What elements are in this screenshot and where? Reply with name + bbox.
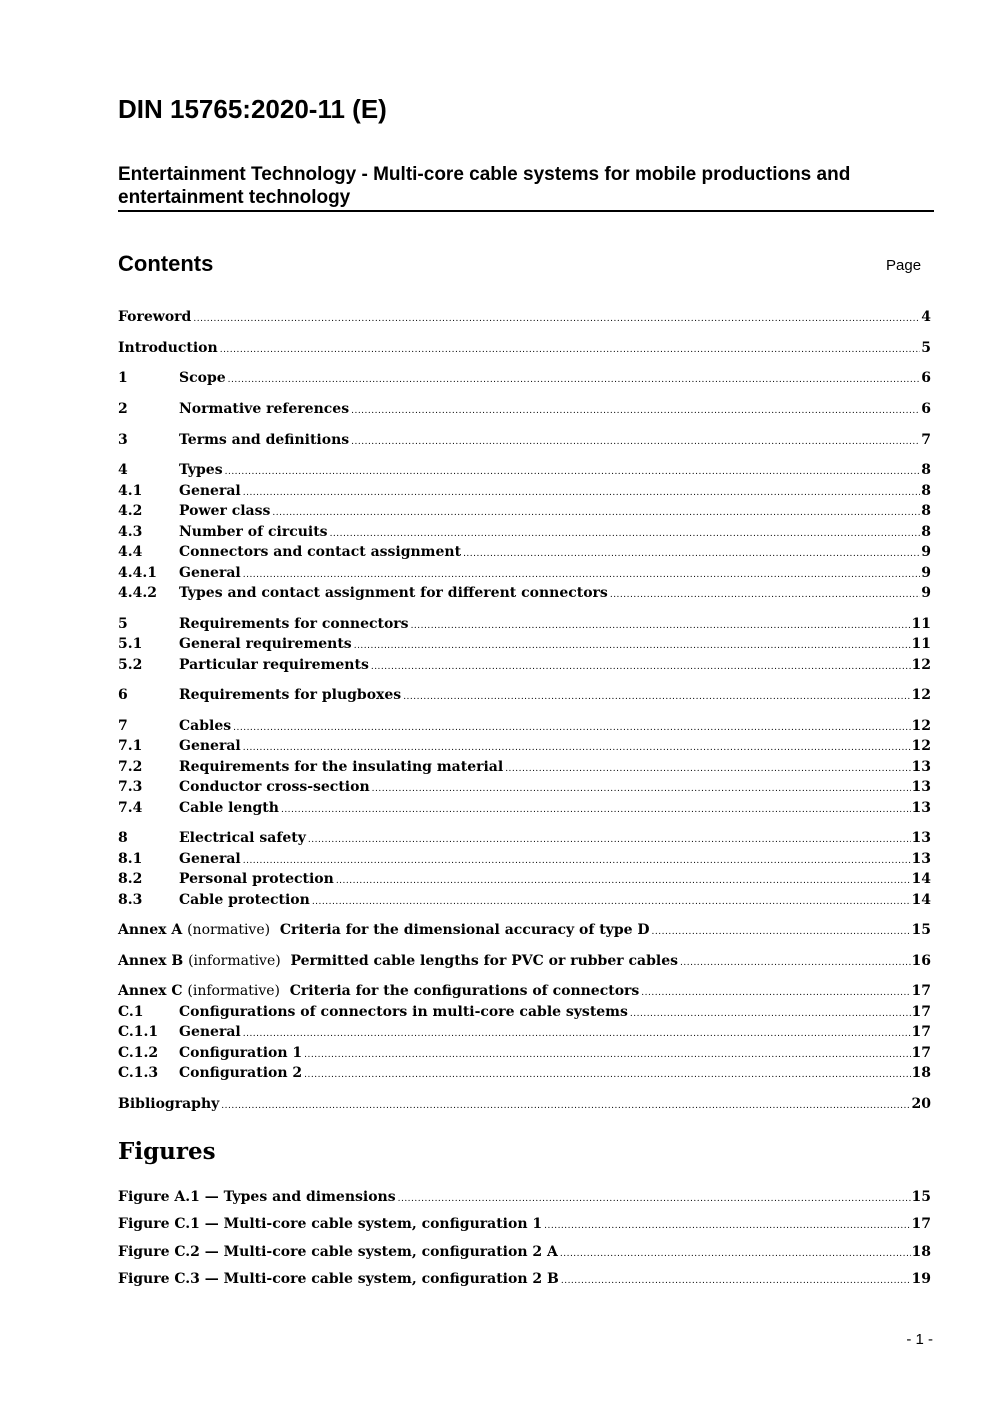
- toc-entry-annex-prefix: Annex C: [118, 983, 188, 999]
- toc-entry-label: Power class: [179, 503, 271, 519]
- toc-entry-number: C.1.2: [118, 1045, 159, 1061]
- toc-entry-page: 13: [911, 800, 931, 816]
- toc-entry-annex-c[interactable]: [118, 981, 931, 1001]
- toc-entry-connectors-and-contact-assignment[interactable]: [118, 542, 931, 562]
- toc-entry-label: Particular requirements: [179, 657, 369, 673]
- toc-entry-annex-type: (normative): [187, 922, 271, 938]
- toc-entry-page: 17: [911, 983, 931, 999]
- toc-entry-cables[interactable]: [118, 716, 931, 736]
- toc-entry-page: 8: [921, 524, 931, 540]
- toc-entry-number: 4.3: [118, 524, 143, 540]
- toc-entry-label: Scope: [179, 370, 226, 386]
- toc-entry-page: 11: [911, 616, 931, 632]
- toc-entry-label: Bibliography: [118, 1096, 220, 1112]
- toc-entry-page: 13: [911, 779, 931, 795]
- toc-entry-types[interactable]: [118, 460, 931, 480]
- toc-entry-label: Types: [179, 462, 223, 478]
- toc-entry-annex-prefix: Annex B: [118, 953, 189, 969]
- toc-leader-dots: [312, 892, 911, 912]
- toc-entry-number: C.1.1: [118, 1024, 159, 1040]
- toc-entry-number: 4.4: [118, 544, 143, 560]
- toc-entry-page: 14: [911, 892, 931, 908]
- toc-entry-page: 8: [921, 503, 931, 519]
- toc-entry-label: Criteria for the configurations of connectors: [280, 983, 640, 999]
- toc-leader-dots: [354, 636, 911, 656]
- figure-entry-c-1[interactable]: [118, 1214, 931, 1234]
- toc-entry-page: 17: [911, 1024, 931, 1040]
- toc-entry-number: 4: [118, 462, 128, 478]
- toc-entry-label: Electrical safety: [179, 830, 306, 846]
- figure-entry-label: Figure C.2 — Multi-core cable system, configuration 2 A: [118, 1244, 558, 1260]
- toc-entry-number: 5.1: [118, 636, 143, 652]
- toc-leader-dots: [243, 565, 921, 585]
- toc-entry-number-of-circuits[interactable]: [118, 522, 931, 542]
- figure-entry-label: Figure C.3 — Multi-core cable system, configuration 2 B: [118, 1271, 559, 1287]
- toc-entry-electrical-safety[interactable]: [118, 828, 931, 848]
- toc-leader-dots: [243, 1024, 911, 1044]
- toc-entry-annex-prefix: Annex A: [118, 922, 188, 938]
- toc-entry-general-requirements[interactable]: [118, 634, 931, 654]
- toc-entry-c-1-1[interactable]: [118, 1022, 931, 1042]
- toc-leader-dots: [308, 830, 911, 850]
- toc-entry-annex-b[interactable]: [118, 951, 931, 971]
- title-rule: [118, 210, 934, 212]
- toc-entry-number: 8.3: [118, 892, 143, 908]
- toc-entry-page: 18: [911, 1065, 931, 1081]
- toc-entry-page: 15: [911, 922, 931, 938]
- toc-entry-foreword[interactable]: [118, 307, 931, 327]
- toc-entry-number: 6: [118, 687, 128, 703]
- toc-entry-number: 7.4: [118, 800, 143, 816]
- toc-entry-label: General: [179, 565, 241, 581]
- toc-leader-dots: [336, 871, 911, 891]
- toc-entry-annex-type: (informative): [187, 983, 281, 999]
- figure-entry-page: 19: [911, 1271, 931, 1287]
- toc-leader-dots: [561, 1271, 911, 1291]
- toc-leader-dots: [304, 1065, 910, 1085]
- toc-leader-dots: [505, 759, 910, 779]
- toc-entry-8-1-general[interactable]: [118, 849, 931, 869]
- toc-entry-label: Cable length: [179, 800, 279, 816]
- toc-entry-annex-a[interactable]: [118, 920, 931, 940]
- toc-leader-dots: [372, 779, 911, 799]
- toc-entry-label: Cables: [179, 718, 232, 734]
- figure-entry-a-1[interactable]: [118, 1187, 931, 1207]
- figures-heading: Figures: [118, 1138, 216, 1165]
- toc-leader-dots: [281, 800, 911, 820]
- toc-entry-label: Configuration 1: [179, 1045, 303, 1061]
- toc-entry-insulating-material[interactable]: [118, 757, 931, 777]
- toc-leader-dots: [652, 922, 911, 942]
- figure-entry-page: 15: [911, 1189, 931, 1205]
- toc-entry-number: 8: [118, 830, 128, 846]
- toc-leader-dots: [398, 1189, 911, 1209]
- toc-entry-label: Number of circuits: [179, 524, 328, 540]
- toc-leader-dots: [610, 585, 920, 605]
- toc-entry-c-1-2[interactable]: [118, 1043, 931, 1063]
- toc-entry-7-1-general[interactable]: [118, 736, 931, 756]
- page-column-label: Page: [886, 257, 922, 274]
- toc-entry-scope[interactable]: [118, 368, 931, 388]
- toc-entry-terms-and-definitions[interactable]: [118, 430, 931, 450]
- toc-leader-dots: [330, 524, 921, 544]
- toc-leader-dots: [641, 983, 910, 1003]
- toc-entry-number: 4.2: [118, 503, 143, 519]
- toc-entry-label: Configuration 2: [179, 1065, 303, 1081]
- toc-leader-dots: [371, 657, 911, 677]
- toc-entry-page: 12: [911, 687, 931, 703]
- toc-leader-dots: [304, 1045, 910, 1065]
- toc-entry-number: 8.1: [118, 851, 143, 867]
- toc-entry-bibliography[interactable]: [118, 1094, 931, 1114]
- toc-entry-number: C.1.3: [118, 1065, 159, 1081]
- toc-entry-number: C.1: [118, 1004, 144, 1020]
- toc-entry-number: 4.1: [118, 483, 143, 499]
- toc-entry-number: 7.1: [118, 738, 143, 754]
- toc-leader-dots: [272, 503, 920, 523]
- toc-leader-dots: [220, 340, 921, 360]
- toc-entry-label: Normative references: [179, 401, 350, 417]
- toc-entry-page: 8: [921, 483, 931, 499]
- toc-entry-4-1-general[interactable]: [118, 481, 931, 501]
- toc-entry-number: 7: [118, 718, 128, 734]
- toc-entry-label: General: [179, 483, 241, 499]
- toc-entry-label: General requirements: [179, 636, 352, 652]
- toc-entry-requirements-for-plugboxes[interactable]: [118, 685, 931, 705]
- figure-entry-c-2[interactable]: [118, 1242, 931, 1262]
- toc-entry-number: 5.2: [118, 657, 143, 673]
- toc-entry-page: 12: [911, 657, 931, 673]
- toc-entry-normative-references[interactable]: [118, 399, 931, 419]
- toc-entry-page: 16: [911, 953, 931, 969]
- toc-entry-label: Configurations of connectors in multi-core cable systems: [179, 1004, 628, 1020]
- toc-entry-number: 3: [118, 432, 128, 448]
- toc-leader-dots: [225, 462, 921, 482]
- toc-entry-conductor-cross-section[interactable]: [118, 777, 931, 797]
- toc-leader-dots: [351, 401, 920, 421]
- toc-entry-page: 9: [921, 565, 931, 581]
- toc-entry-c-1[interactable]: [118, 1002, 931, 1022]
- toc-entry-annex-type: (informative): [188, 953, 281, 969]
- toc-entry-label: General: [179, 1024, 241, 1040]
- toc-entry-page: 9: [921, 544, 931, 560]
- figure-entry-label: Figure C.1 — Multi-core cable system, configuration 1: [118, 1216, 543, 1232]
- toc-entry-number: 7.2: [118, 759, 143, 775]
- toc-entry-particular-requirements[interactable]: [118, 655, 931, 675]
- toc-entry-page: 13: [911, 830, 931, 846]
- figure-entry-label: Figure A.1 — Types and dimensions: [118, 1189, 396, 1205]
- toc-leader-dots: [403, 687, 910, 707]
- toc-entry-types-and-contact-assignment[interactable]: [118, 583, 931, 603]
- toc-entry-personal-protection[interactable]: [118, 869, 931, 889]
- toc-entry-label: Requirements for plugboxes: [179, 687, 402, 703]
- toc-leader-dots: [193, 309, 920, 329]
- toc-entry-introduction[interactable]: [118, 338, 931, 358]
- toc-leader-dots: [630, 1004, 911, 1024]
- toc-entry-power-class[interactable]: [118, 501, 931, 521]
- toc-entry-label: Foreword: [118, 309, 192, 325]
- toc-entry-page: 12: [911, 718, 931, 734]
- toc-entry-page: 13: [911, 851, 931, 867]
- toc-entry-page: 8: [921, 462, 931, 478]
- toc-entry-label: Types and contact assignment for different connectors: [179, 585, 608, 601]
- toc-entry-number: 7.3: [118, 779, 143, 795]
- toc-leader-dots: [243, 851, 911, 871]
- toc-entry-page: 6: [921, 401, 931, 417]
- toc-entry-page: 17: [911, 1004, 931, 1020]
- toc-leader-dots: [544, 1216, 910, 1236]
- figure-entry-c-3[interactable]: [118, 1269, 931, 1289]
- toc-entry-page: 20: [911, 1096, 931, 1112]
- toc-entry-page: 13: [911, 759, 931, 775]
- toc-entry-page: 5: [921, 340, 931, 356]
- document-title: Entertainment Technology - Multi-core cable systems for mobile productions and entertainment technology: [118, 164, 851, 208]
- toc-leader-dots: [233, 718, 910, 738]
- toc-entry-page: 17: [911, 1045, 931, 1061]
- toc-entry-label: Introduction: [118, 340, 218, 356]
- toc-leader-dots: [463, 544, 920, 564]
- toc-entry-label: Connectors and contact assignment: [179, 544, 462, 560]
- toc-leader-dots: [243, 738, 911, 758]
- toc-entry-label: General: [179, 738, 241, 754]
- toc-entry-number: 4.4.2: [118, 585, 157, 601]
- toc-entry-4-4-1-general[interactable]: [118, 563, 931, 583]
- toc-leader-dots: [560, 1244, 911, 1264]
- toc-entry-label: Cable protection: [179, 892, 310, 908]
- toc-entry-number: 2: [118, 401, 128, 417]
- toc-entry-requirements-for-connectors[interactable]: [118, 614, 931, 634]
- toc-entry-c-1-3[interactable]: [118, 1063, 931, 1083]
- toc-entry-page: 12: [911, 738, 931, 754]
- toc-entry-label: Conductor cross-section: [179, 779, 370, 795]
- toc-entry-label: Requirements for the insulating material: [179, 759, 504, 775]
- toc-entry-page: 7: [921, 432, 931, 448]
- toc-entry-number: 1: [118, 370, 128, 386]
- toc-entry-cable-protection[interactable]: [118, 890, 931, 910]
- toc-entry-page: 14: [911, 871, 931, 887]
- figure-entry-page: 18: [911, 1244, 931, 1260]
- toc-entry-number: 8.2: [118, 871, 143, 887]
- toc-entry-label: Personal protection: [179, 871, 334, 887]
- toc-entry-page: 9: [921, 585, 931, 601]
- figure-entry-page: 17: [911, 1216, 931, 1232]
- toc-entry-label: Criteria for the dimensional accuracy of type D: [270, 922, 650, 938]
- toc-entry-cable-length[interactable]: [118, 798, 931, 818]
- toc-leader-dots: [411, 616, 911, 636]
- toc-leader-dots: [351, 432, 920, 452]
- toc-entry-page: 4: [921, 309, 931, 325]
- toc-entry-number: 5: [118, 616, 128, 632]
- toc-leader-dots: [221, 1096, 910, 1116]
- toc-entry-label: Requirements for connectors: [179, 616, 409, 632]
- toc-entry-number: 4.4.1: [118, 565, 157, 581]
- toc-entry-page: 11: [911, 636, 931, 652]
- toc-entry-label: General: [179, 851, 241, 867]
- contents-heading: Contents: [118, 251, 214, 276]
- page-number: - 1 -: [906, 1331, 933, 1348]
- toc-leader-dots: [243, 483, 921, 503]
- toc-entry-page: 6: [921, 370, 931, 386]
- toc-entry-label: Permitted cable lengths for PVC or rubber cables: [280, 953, 678, 969]
- toc-leader-dots: [228, 370, 921, 390]
- document-id: DIN 15765:2020-11 (E): [118, 94, 387, 124]
- toc-leader-dots: [680, 953, 911, 973]
- toc-entry-label: Terms and definitions: [179, 432, 350, 448]
